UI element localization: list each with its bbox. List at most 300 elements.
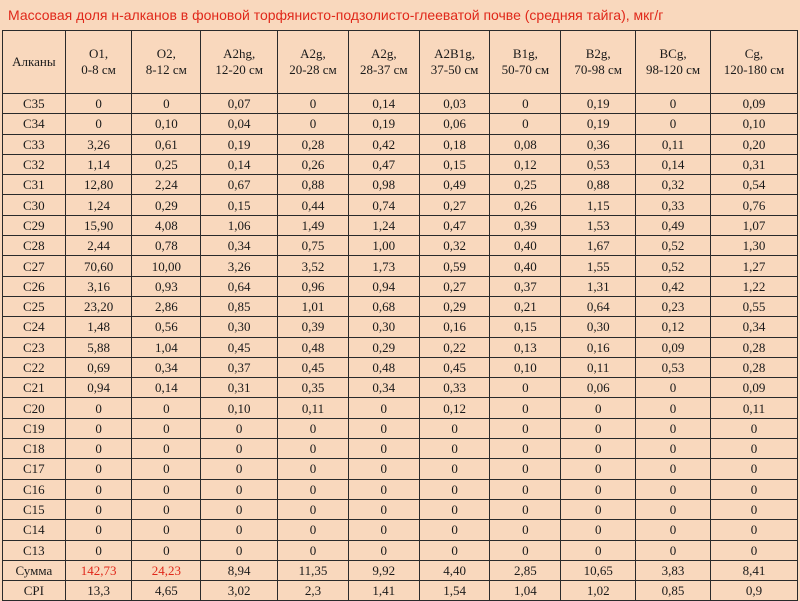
table-cell: 0 xyxy=(490,459,561,479)
table-cell: 0,31 xyxy=(710,154,797,174)
table-cell: 0 xyxy=(65,540,132,560)
table-cell: 0 xyxy=(490,499,561,519)
table-cell: 0 xyxy=(348,540,419,560)
table-cell: 0 xyxy=(348,459,419,479)
table-cell: 1,49 xyxy=(278,215,349,235)
table-cell: 0,59 xyxy=(419,256,490,276)
table-cell: 0,12 xyxy=(636,317,711,337)
row-label: C29 xyxy=(3,215,66,235)
table-cell: 8,41 xyxy=(710,560,797,580)
table-cell: 0,19 xyxy=(561,94,636,114)
table-cell: 0,85 xyxy=(201,296,278,316)
row-label: C26 xyxy=(3,276,66,296)
table-cell: 0 xyxy=(65,114,132,134)
table-cell: 0,12 xyxy=(490,154,561,174)
table-cell: 0,47 xyxy=(419,215,490,235)
row-label: C17 xyxy=(3,459,66,479)
table-cell: 1,06 xyxy=(201,215,278,235)
table-cell: 0 xyxy=(201,418,278,438)
column-header-label: A2g, xyxy=(300,46,326,61)
column-header-label: O1, xyxy=(89,46,109,61)
table-cell: 0,30 xyxy=(561,317,636,337)
table-cell: 0,85 xyxy=(636,581,711,601)
table-cell: 0,75 xyxy=(278,236,349,256)
table-cell: 0 xyxy=(132,398,201,418)
table-cell: 1,14 xyxy=(65,154,132,174)
table-row xyxy=(3,236,798,256)
column-header-label: Алканы xyxy=(12,54,56,69)
table-cell: 0,93 xyxy=(132,276,201,296)
table-cell: 0,31 xyxy=(201,378,278,398)
page-title: Массовая доля н-алканов в фоновой торфянисто-подзолисто-глееватой почве (средняя тайга), мкг/г xyxy=(8,7,664,23)
table-cell: 0,98 xyxy=(348,175,419,195)
table-cell: 0 xyxy=(278,418,349,438)
table-row xyxy=(3,499,798,519)
table-cell: 2,85 xyxy=(490,560,561,580)
table-cell: 0,29 xyxy=(419,296,490,316)
table-cell: 0,19 xyxy=(348,114,419,134)
table-cell: 0 xyxy=(65,94,132,114)
table-cell: 0 xyxy=(561,439,636,459)
table-cell: 1,24 xyxy=(348,215,419,235)
table-cell: 0,15 xyxy=(419,154,490,174)
table-cell: 0,74 xyxy=(348,195,419,215)
table-cell: 0,52 xyxy=(636,236,711,256)
row-label: C23 xyxy=(3,337,66,357)
table-row xyxy=(3,296,798,316)
table-cell: 0,25 xyxy=(490,175,561,195)
table-cell: 23,20 xyxy=(65,296,132,316)
table-cell: 0,06 xyxy=(561,378,636,398)
table-cell: 11,35 xyxy=(278,560,349,580)
table-cell: 0,49 xyxy=(419,175,490,195)
table-cell: 1,31 xyxy=(561,276,636,296)
table-cell: 0,88 xyxy=(278,175,349,195)
table-cell: 0,28 xyxy=(710,337,797,357)
table-cell: 0,15 xyxy=(201,195,278,215)
table-row xyxy=(3,378,798,398)
table-cell: 0,19 xyxy=(201,134,278,154)
table-cell: 0,26 xyxy=(490,195,561,215)
table-cell: 0,18 xyxy=(419,134,490,154)
table-cell: 0 xyxy=(561,418,636,438)
column-header-label: O2, xyxy=(156,46,176,61)
column-header-depth: 28-37 см xyxy=(359,62,408,77)
column-header-horizon xyxy=(490,31,561,94)
table-cell: 0 xyxy=(419,439,490,459)
row-label: C34 xyxy=(3,114,66,134)
table-cell: 0,11 xyxy=(561,357,636,377)
table-cell: 0,42 xyxy=(348,134,419,154)
table-cell: 0 xyxy=(419,479,490,499)
row-label: C25 xyxy=(3,296,66,316)
table-cell: 0,69 xyxy=(65,357,132,377)
table-row xyxy=(3,459,798,479)
table-cell: 3,16 xyxy=(65,276,132,296)
row-label: C28 xyxy=(3,236,66,256)
table-cell: 0,16 xyxy=(419,317,490,337)
table-cell: 8,94 xyxy=(201,560,278,580)
table-cell: 0,06 xyxy=(419,114,490,134)
table-cell: 0,39 xyxy=(278,317,349,337)
alkanes-table xyxy=(2,30,798,601)
table-cell: 0 xyxy=(636,398,711,418)
table-cell: 0,78 xyxy=(132,236,201,256)
table-cell: 0,27 xyxy=(419,276,490,296)
table-cell: 10,65 xyxy=(561,560,636,580)
table-cell: 0,36 xyxy=(561,134,636,154)
table-cell: 0 xyxy=(65,439,132,459)
table-cell: 0,37 xyxy=(201,357,278,377)
table-cell: 0 xyxy=(710,459,797,479)
row-label: C22 xyxy=(3,357,66,377)
table-cell: 0,30 xyxy=(201,317,278,337)
column-header-label: A2hg, xyxy=(223,46,256,61)
table-row xyxy=(3,479,798,499)
table-row xyxy=(3,418,798,438)
table-cell: 0 xyxy=(65,479,132,499)
table-cell: 0,67 xyxy=(201,175,278,195)
table-cell: 24,23 xyxy=(132,560,201,580)
table-cell: 0 xyxy=(561,540,636,560)
table-cell: 0 xyxy=(278,520,349,540)
row-label: C16 xyxy=(3,479,66,499)
column-header-depth: 37-50 см xyxy=(430,62,479,77)
table-cell: 0 xyxy=(490,94,561,114)
table-cell: 4,40 xyxy=(419,560,490,580)
table-cell: 0 xyxy=(419,418,490,438)
table-cell: 0,11 xyxy=(636,134,711,154)
column-header-depth: 20-28 см xyxy=(289,62,337,77)
table-cell: 0 xyxy=(636,499,711,519)
row-label: C20 xyxy=(3,398,66,418)
table-row xyxy=(3,114,798,134)
table-row xyxy=(3,398,798,418)
table-row xyxy=(3,317,798,337)
table-cell: 0 xyxy=(65,459,132,479)
table-cell: 15,90 xyxy=(65,215,132,235)
table-cell: 0,39 xyxy=(490,215,561,235)
table-cell: 0,61 xyxy=(132,134,201,154)
table-cell: 0 xyxy=(710,499,797,519)
table-cell: 1,22 xyxy=(710,276,797,296)
table-cell: 0 xyxy=(419,520,490,540)
column-header-horizon xyxy=(561,31,636,94)
table-cell: 70,60 xyxy=(65,256,132,276)
table-cell: 0 xyxy=(348,439,419,459)
table-cell: 0 xyxy=(132,418,201,438)
table-cell: 0 xyxy=(419,499,490,519)
table-cell: 1,48 xyxy=(65,317,132,337)
table-row xyxy=(3,256,798,276)
table-cell: 0,40 xyxy=(490,256,561,276)
table-cell: 0 xyxy=(348,520,419,540)
table-cell: 0,14 xyxy=(348,94,419,114)
table-cell: 0,53 xyxy=(636,357,711,377)
table-cell: 1,01 xyxy=(278,296,349,316)
table-cell: 0 xyxy=(490,479,561,499)
table-row xyxy=(3,520,798,540)
row-label: C21 xyxy=(3,378,66,398)
table-cell: 9,92 xyxy=(348,560,419,580)
table-cell: 0,52 xyxy=(636,256,711,276)
table-cell: 0 xyxy=(636,114,711,134)
table-cell: 0,40 xyxy=(490,236,561,256)
table-cell: 0 xyxy=(278,459,349,479)
column-header-horizon xyxy=(710,31,797,94)
table-row xyxy=(3,134,798,154)
table-cell: 0,29 xyxy=(132,195,201,215)
table-cell: 0,10 xyxy=(710,114,797,134)
table-row xyxy=(3,581,798,601)
table-cell: 0,11 xyxy=(710,398,797,418)
table-cell: 0 xyxy=(636,378,711,398)
table-cell: 0 xyxy=(561,479,636,499)
table-cell: 0 xyxy=(419,459,490,479)
table-cell: 0 xyxy=(636,439,711,459)
table-cell: 1,55 xyxy=(561,256,636,276)
table-cell: 3,02 xyxy=(201,581,278,601)
column-header-alkanes xyxy=(3,31,66,94)
column-header-depth: 120-180 см xyxy=(723,62,785,77)
table-cell: 0,53 xyxy=(561,154,636,174)
table-cell: 0,09 xyxy=(636,337,711,357)
table-cell: 0 xyxy=(132,540,201,560)
table-cell: 4,65 xyxy=(132,581,201,601)
table-cell: 0,21 xyxy=(490,296,561,316)
column-header-horizon xyxy=(201,31,278,94)
table-cell: 0,23 xyxy=(636,296,711,316)
table-cell: 0,32 xyxy=(636,175,711,195)
table-cell: 0,07 xyxy=(201,94,278,114)
table-cell: 0 xyxy=(490,540,561,560)
table-cell: 0,68 xyxy=(348,296,419,316)
table-row xyxy=(3,195,798,215)
table-cell: 1,24 xyxy=(65,195,132,215)
table-cell: 0 xyxy=(201,459,278,479)
table-cell: 2,24 xyxy=(132,175,201,195)
table-cell: 0 xyxy=(201,439,278,459)
table-cell: 0,14 xyxy=(636,154,711,174)
table-cell: 0 xyxy=(278,94,349,114)
table-cell: 0 xyxy=(636,540,711,560)
table-cell: 5,88 xyxy=(65,337,132,357)
table-cell: 0,96 xyxy=(278,276,349,296)
column-header-label: B2g, xyxy=(585,46,611,61)
column-header-label: B1g, xyxy=(512,46,538,61)
table-cell: 0,34 xyxy=(710,317,797,337)
table-cell: 0,54 xyxy=(710,175,797,195)
table-cell: 1,27 xyxy=(710,256,797,276)
table-cell: 0 xyxy=(278,479,349,499)
table-cell: 0 xyxy=(490,114,561,134)
table-cell: 0,33 xyxy=(419,378,490,398)
table-cell: 1,07 xyxy=(710,215,797,235)
table-cell: 0,19 xyxy=(561,114,636,134)
table-cell: 0,94 xyxy=(348,276,419,296)
table-cell: 4,08 xyxy=(132,215,201,235)
table-cell: 0,88 xyxy=(561,175,636,195)
table-cell: 0 xyxy=(490,418,561,438)
table-cell: 0 xyxy=(561,499,636,519)
table-cell: 13,3 xyxy=(65,581,132,601)
row-label: CPI xyxy=(3,581,66,601)
table-cell: 0 xyxy=(636,94,711,114)
table-cell: 0,13 xyxy=(490,337,561,357)
table-cell: 0 xyxy=(490,520,561,540)
row-label: C18 xyxy=(3,439,66,459)
table-row xyxy=(3,357,798,377)
table-cell: 1,73 xyxy=(348,256,419,276)
column-header-label: A2g, xyxy=(370,46,397,61)
table-cell: 0 xyxy=(348,499,419,519)
column-header-horizon xyxy=(636,31,711,94)
table-cell: 1,02 xyxy=(561,581,636,601)
table-cell: 0 xyxy=(278,540,349,560)
table-cell: 0,28 xyxy=(710,357,797,377)
table-row xyxy=(3,276,798,296)
column-header-depth: 50-70 см xyxy=(501,62,550,77)
table-cell: 0 xyxy=(490,378,561,398)
row-label: Сумма xyxy=(3,560,66,580)
table-cell: 0 xyxy=(490,398,561,418)
table-cell: 0 xyxy=(132,499,201,519)
column-header-depth: 98-120 см xyxy=(645,62,701,77)
column-header-depth: 0-8 см xyxy=(81,62,116,77)
table-cell: 0 xyxy=(201,540,278,560)
table-cell: 0 xyxy=(710,479,797,499)
table-cell: 0,35 xyxy=(278,378,349,398)
table-cell: 0,10 xyxy=(201,398,278,418)
table-cell: 0 xyxy=(348,398,419,418)
table-row xyxy=(3,94,798,114)
table-cell: 3,26 xyxy=(65,134,132,154)
table-cell: 0,20 xyxy=(710,134,797,154)
table-cell: 0,9 xyxy=(710,581,797,601)
table-cell: 0,22 xyxy=(419,337,490,357)
table-cell: 0 xyxy=(561,459,636,479)
table-row xyxy=(3,540,798,560)
table-cell: 0 xyxy=(132,439,201,459)
table-cell: 0,42 xyxy=(636,276,711,296)
table-cell: 0,29 xyxy=(348,337,419,357)
table-cell: 0 xyxy=(710,540,797,560)
table-cell: 1,15 xyxy=(561,195,636,215)
column-header-depth: 70-98 см xyxy=(574,62,622,77)
table-cell: 0,45 xyxy=(419,357,490,377)
table-cell: 2,3 xyxy=(278,581,349,601)
table-cell: 0,34 xyxy=(348,378,419,398)
table-cell: 1,53 xyxy=(561,215,636,235)
table-cell: 0 xyxy=(65,398,132,418)
table-cell: 0,03 xyxy=(419,94,490,114)
table-cell: 0,04 xyxy=(201,114,278,134)
table-cell: 0 xyxy=(561,398,636,418)
table-cell: 0 xyxy=(636,459,711,479)
table-row xyxy=(3,560,798,580)
table-cell: 0,45 xyxy=(278,357,349,377)
table-cell: 0,09 xyxy=(710,94,797,114)
table-cell: 1,41 xyxy=(348,581,419,601)
table-cell: 0,56 xyxy=(132,317,201,337)
table-cell: 0,49 xyxy=(636,215,711,235)
table-cell: 1,04 xyxy=(490,581,561,601)
table-cell: 0 xyxy=(348,479,419,499)
table-cell: 2,44 xyxy=(65,236,132,256)
table-cell: 0,08 xyxy=(490,134,561,154)
table-cell: 0,33 xyxy=(636,195,711,215)
table-cell: 0,14 xyxy=(201,154,278,174)
table-cell: 1,00 xyxy=(348,236,419,256)
table-cell: 0,14 xyxy=(132,378,201,398)
table-cell: 0 xyxy=(710,439,797,459)
column-header-horizon xyxy=(65,31,132,94)
table-cell: 0,64 xyxy=(561,296,636,316)
table-cell: 0 xyxy=(201,499,278,519)
table-row xyxy=(3,175,798,195)
table-cell: 0,45 xyxy=(201,337,278,357)
column-header-horizon xyxy=(278,31,349,94)
table-cell: 0 xyxy=(710,520,797,540)
table-cell: 0 xyxy=(636,479,711,499)
row-label: C19 xyxy=(3,418,66,438)
table-cell: 0 xyxy=(132,459,201,479)
table-cell: 0 xyxy=(490,439,561,459)
table-cell: 1,30 xyxy=(710,236,797,256)
table-cell: 0,76 xyxy=(710,195,797,215)
table-cell: 0,34 xyxy=(201,236,278,256)
row-label: C35 xyxy=(3,94,66,114)
table-cell: 3,26 xyxy=(201,256,278,276)
column-header-horizon xyxy=(348,31,419,94)
row-label: C24 xyxy=(3,317,66,337)
column-header-depth: 8-12 см xyxy=(145,62,187,77)
row-label: C30 xyxy=(3,195,66,215)
table-row xyxy=(3,215,798,235)
table-cell: 0 xyxy=(65,499,132,519)
table-cell: 0 xyxy=(278,499,349,519)
table-cell: 0 xyxy=(132,94,201,114)
table-cell: 0,11 xyxy=(278,398,349,418)
table-cell: 0 xyxy=(278,439,349,459)
table-cell: 12,80 xyxy=(65,175,132,195)
table-cell: 0 xyxy=(132,520,201,540)
table-cell: 0,15 xyxy=(490,317,561,337)
table-cell: 0,55 xyxy=(710,296,797,316)
column-header-label: Cg, xyxy=(744,46,764,61)
table-cell: 0 xyxy=(561,520,636,540)
table-cell: 0,34 xyxy=(132,357,201,377)
table-cell: 10,00 xyxy=(132,256,201,276)
table-cell: 0,30 xyxy=(348,317,419,337)
table-cell: 0 xyxy=(710,418,797,438)
row-label: C32 xyxy=(3,154,66,174)
table-cell: 0 xyxy=(65,520,132,540)
table-cell: 0,64 xyxy=(201,276,278,296)
table-cell: 2,86 xyxy=(132,296,201,316)
table-cell: 0,47 xyxy=(348,154,419,174)
table-header-row xyxy=(3,31,798,94)
table-cell: 0,10 xyxy=(132,114,201,134)
table-cell: 0,10 xyxy=(490,357,561,377)
table-row xyxy=(3,154,798,174)
table-row xyxy=(3,337,798,357)
column-header-label: A2B1g, xyxy=(434,46,475,61)
table-cell: 0 xyxy=(636,520,711,540)
table-cell: 1,04 xyxy=(132,337,201,357)
table-cell: 0 xyxy=(65,418,132,438)
table-cell: 0,37 xyxy=(490,276,561,296)
